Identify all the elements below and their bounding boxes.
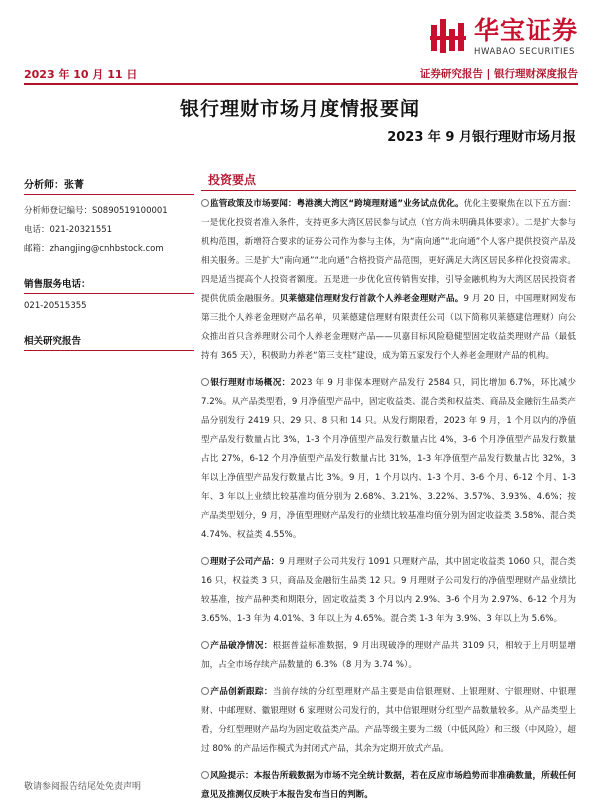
paragraph-lead: 监管政策及市场要闻：粤港澳大湾区“跨境理财通”业务试点优化。 (210, 199, 464, 209)
paragraph-text: 本报告所载数据为市场不完全统计数据，若在反应市场趋势而非准确数量，所载任何意见及推测仅反映于本报告发布当日的判断。 (201, 771, 576, 800)
sales-phone: 021-20515355 (24, 301, 87, 311)
sub-title: 2023 年 9 月银行理财市场月报 (387, 130, 576, 145)
paragraph-text: 根据普益标准数据，9 月出现破净的理财产品共 3109 只，相较于上月明显增加，占全市场存续产品数量的 6.3%（8 月为 3.74 %）。 (201, 641, 576, 670)
bullet-circle-icon (201, 557, 209, 565)
highlight-paragraph (201, 553, 576, 629)
analyst-name: 分析师：张菁 (24, 180, 84, 191)
paragraph-lead: 产品创新跟踪： (210, 687, 273, 697)
sidebar-divider (24, 293, 194, 294)
sidebar (24, 176, 194, 351)
company-logo (428, 16, 578, 57)
report-date: 2023 年 10 月 11 日 (24, 68, 138, 81)
date-bar (24, 64, 578, 84)
header-divider (24, 83, 578, 85)
brand-name-en: HWABAO SECURITIES (473, 47, 576, 57)
analyst-email[interactable]: 邮箱：zhangjing@cnhbstock.com (24, 244, 164, 254)
sidebar-divider (24, 350, 194, 351)
analyst-cert-no: 分析师登记编号：S0890519100001 (24, 206, 168, 216)
paragraph-text: 当前存续的分红型理财产品主要是由信银理财、上银理财、宁银理财、中银理财、中邮理财、徽银理财 6 家理财公司发行的，其中信银理财分红型产品数量较多。从产品类型上看，分红型理财产品均为固定收益类产品。产品等级主要为二级（中低风险）和三级（中风险），超过 80% 的产品运作模式为封闭式产品，其余为定期开放式产品。 (201, 687, 576, 754)
logo-mark-icon (428, 16, 468, 56)
paragraph-lead: 理财子公司产品： (210, 557, 280, 567)
paragraph-text: 2023 年 9 月非保本理财产品发行 2584 只，同比增加 6.7%，环比减少 7.2%。从产品类型看，9 月净值型产品中，固定收益类、混合类和权益类、商品及金融衍生品类产品分别发行 2419 只、29 只、8 只和 14 只。从发行期限看，2023 年 9 月，1 个月以内的净值型产品发行数量占比 3%，1-3 个月净值型产品发行数量占比 4%，3-6 个月净值型产品发行数量占比 27%，6-12 个月净值型产品发行数量占比 31%，1-3 年净值型产品发行数量占比 32%，3 年以上净值型产品发行数量占比 3%。9 月，1 个月以内、1-3 个月、3-6 个月、6-12 个月、1-3 年、3 年以上业绩比较基准均值分别为 2.68%、3.21%、3.22%、3.57%、3.93%、4.6%；按产品类型划分，9 月，净值型理财产品发行的业绩比较基准均值分别为固定收益类 3.58%、混合类 4.74%、权益类 4.55%。 (201, 378, 576, 540)
sidebar-divider (24, 194, 194, 195)
related-reports-title: 相关研究报告 (24, 336, 82, 347)
bullet-circle-icon (201, 641, 209, 649)
footer-disclaimer: 敬请参阅报告结尾处免责声明 (24, 782, 142, 792)
bullet-circle-icon (201, 771, 209, 779)
paragraph-text: 9 月 20 日，中国理财网发布第三批个人养老金理财产品名单，贝莱德建信理财有限责任公司（以下简称贝莱德建信理财）向公众推出首只含养理财公司个人养老金理财产品——贝嘉目标风险稳健型固定收益类理财产品（最低持有 365 天），积极助力养老“第三支柱”建设，成为第五家发行个人养老金理财产品的机构。 (201, 294, 576, 361)
highlights-title: 投资要点 (208, 173, 257, 187)
paragraph-text: 优化主要聚焦在以下五方面：一是优化投资者准入条件，支持更多大湾区居民参与试点（官方尚未明确具体要求）。二是扩大参与机构范围，新增符合要求的证券公司作为参与主体，为“南向通”“北向通”个人客户提供投资产品及相关服务。三是扩大“南向通”“北向通”合格投资产品范围，更好满足大湾区居民多样化投资需求。四是适当提高个人投资者额度。五是进一步优化宣传销售安排，引导金融机构为大湾区居民投资者提供优质金融服务。 (201, 199, 576, 304)
highlight-paragraph (201, 374, 576, 545)
paragraph-lead: 银行理财市场概况： (210, 378, 291, 388)
main-title: 银行理财市场月度情报要闻 (179, 98, 420, 120)
analyst-phone: 电话：021-20321551 (24, 225, 113, 235)
paragraph-text: 9 月理财子公司共发行 1091 只理财产品，其中固定收益类 1060 只，混合类 16 只，权益类 3 只，商品及金融衍生品类 12 只。9 月理财子公司发行的净值型理财产品业绩比较基准，按产品种类和期限分，固定收益类 3 个月以内 2.9%、3-6 个月为 2.97%、6-12 个月为 3.65%、1-3 年为 4.01%、3 年以上为 4.65%。混合类 1-3 年为 3.9%、3 年以上为 5.6%。 (201, 557, 576, 624)
highlight-paragraph (201, 683, 576, 759)
bullet-circle-icon (201, 199, 209, 207)
sales-title: 销售服务电话： (24, 279, 91, 290)
highlight-paragraph (201, 195, 576, 366)
brand-name-cn: 华宝证券 (473, 16, 578, 45)
bullet-circle-icon (201, 378, 209, 386)
bullet-circle-icon (201, 687, 209, 695)
paragraph-lead: 风险提示： (210, 771, 254, 781)
paragraph-lead: 贝莱德建信理财发行首款个人养老金理财产品。 (279, 294, 464, 304)
highlight-paragraph (201, 637, 576, 675)
highlights-content (201, 195, 576, 800)
report-type: 证券研究报告 | 银行理财深度报告 (419, 68, 578, 80)
paragraph-lead: 产品破净情况： (210, 641, 273, 651)
highlights-divider (201, 190, 576, 191)
highlight-paragraph (201, 767, 576, 800)
